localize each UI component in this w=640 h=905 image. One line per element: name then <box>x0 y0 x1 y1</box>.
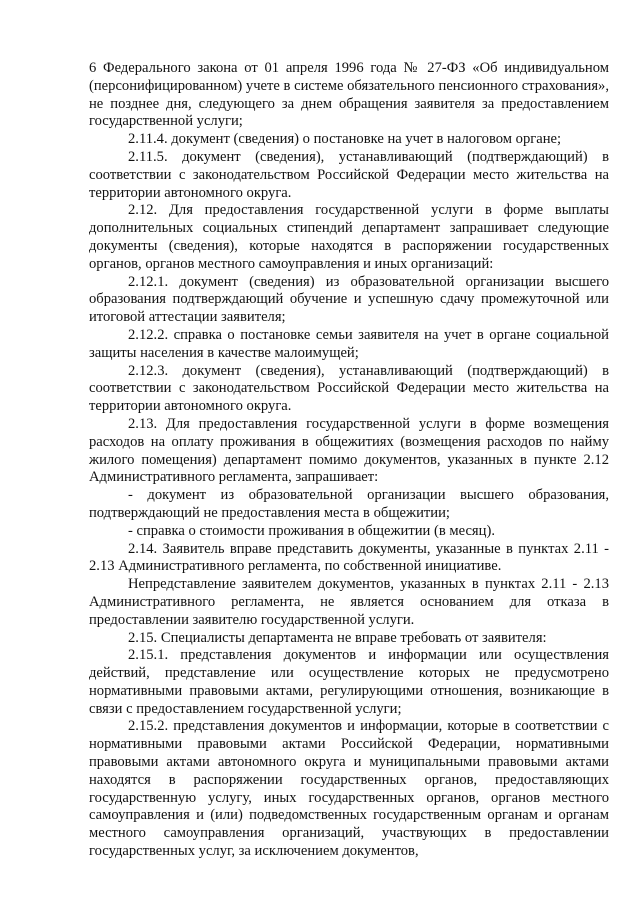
paragraph-2-11-4: 2.11.4. документ (сведения) о постановке на учет в налоговом органе; <box>128 131 562 148</box>
list-item-dormitory-cost-certificate: - справка о стоимости проживания в общежитии (в месяц). <box>128 522 495 539</box>
paragraph-2-12-2: 2.12.2. справка о постановке семьи заявителя на учет в органе социальной защиты населения в качестве малоимущей; <box>89 326 609 361</box>
paragraph-2-15: 2.15. Специалисты департамента не вправе требовать от заявителя: <box>128 629 547 646</box>
paragraph-2-12-1: 2.12.1. документ (сведения) из образовательной организации высшего образования подтверждающий обучение и успешную сдачу промежуточной или итоговой аттестации заявителя; <box>89 273 609 326</box>
paragraph-2-15-2: 2.15.2. представления документов и информации, которые в соответствии с нормативными правовыми актами Российской Федерации, нормативными правовыми актами автономного округа и муниципальными правовыми актами находятся в распоряжении государственных органов, предоставляющих государственную услугу, иных государственных органов, органов местного самоуправления и (или) подведомственных государственным органам и органам местного самоуправления организаций, участвующих в предоставлении государственных услуг, за исключением документов, <box>89 718 609 860</box>
paragraph-2-12: 2.12. Для предоставления государственной услуги в форме выплаты дополнительных социальных стипендий департамент запрашивает следующие документы (сведения), которые находятся в распоряжении государственных органов, органов местного самоуправления и иных организаций: <box>89 202 609 272</box>
paragraph-non-submission: Непредставление заявителем документов, указанных в пунктах 2.11 - 2.13 Административного регламента, не является основанием для отказа в предоставлении заявителю государственной услуги. <box>89 576 609 628</box>
paragraph-2-13: 2.13. Для предоставления государственной услуги в форме возмещения расходов на оплату проживания в общежитиях (возмещения расходов по найму жилого помещения) департамент помимо документов, указанных в пункте 2.12 Административного регламента, запрашивает: <box>89 415 609 486</box>
document-page <box>89 60 609 861</box>
paragraph-2-14: 2.14. Заявитель вправе представить документы, указанные в пунктах 2.11 - 2.13 Административного регламента, по собственной инициативе. <box>89 540 609 575</box>
paragraph-pension-law-continuation: 6 Федерального закона от 01 апреля 1996 года № 27-ФЗ «Об индивидуальном (персонифицированном) учете в системе обязательного пенсионного страхования», не позднее дня, следующего за днем обращения заявителя за предоставлением государственной услуги; <box>89 60 609 130</box>
list-item-university-document: - документ из образовательной организации высшего образования, подтверждающий не предоставления места в общежитии; <box>89 487 609 521</box>
paragraph-2-15-1: 2.15.1. представления документов и информации или осуществления действий, представление или осуществление которых не предусмотрено нормативными правовыми актами, регулирующими отношения, возникающие в связи с предоставлением государственной услуги; <box>89 647 609 717</box>
paragraph-2-11-5: 2.11.5. документ (сведения), устанавливающий (подтверждающий) в соответствии с законодательством Российской Федерации место жительства на территории автономного округа. <box>89 148 609 201</box>
paragraph-2-12-3: 2.12.3. документ (сведения), устанавливающий (подтверждающий) в соответствии с законодательством Российской Федерации место жительства на территории автономного округа. <box>89 362 609 415</box>
